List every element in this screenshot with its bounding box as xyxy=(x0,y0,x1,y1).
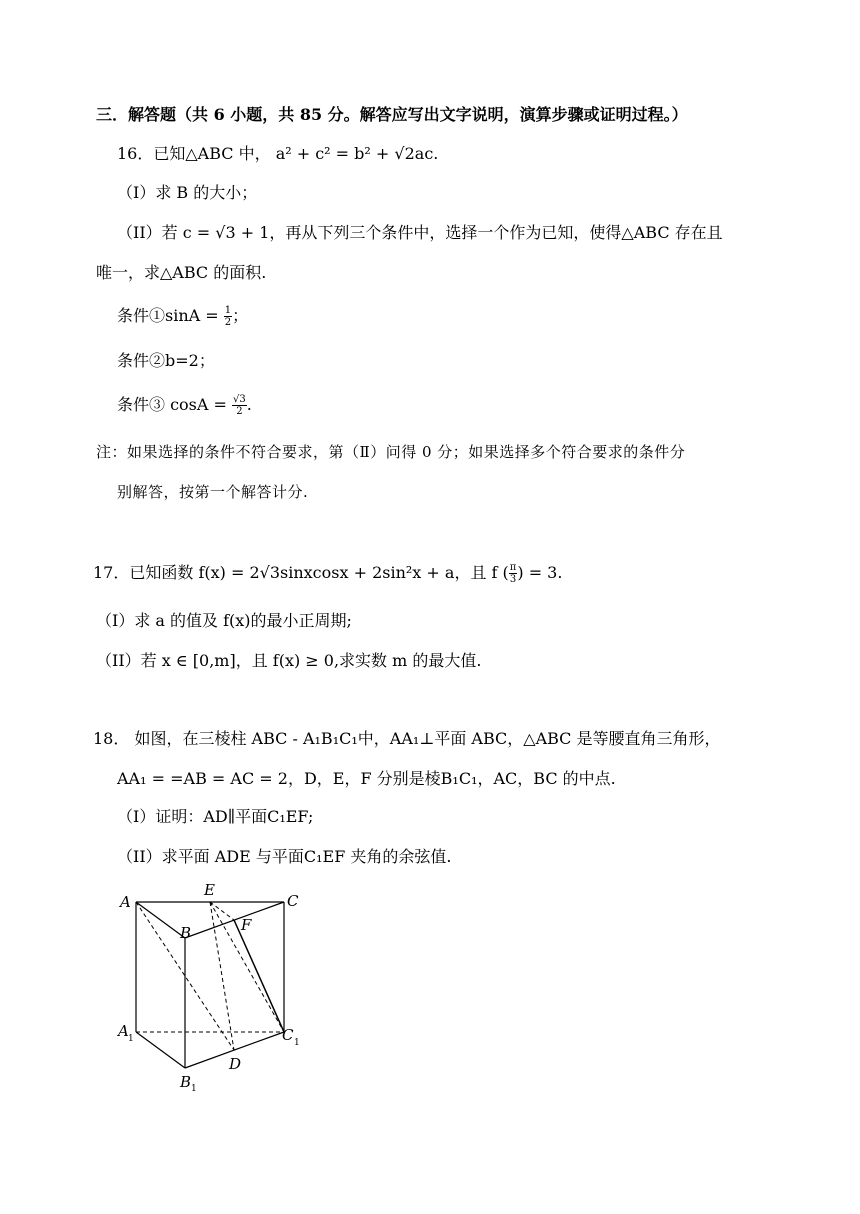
q18-stem-line1: 18． 如图，在三棱柱 ABC - A₁B₁C₁中，AA₁⊥平面 ABC，△ABC 是等腰直角三角形， xyxy=(93,729,721,748)
fraction-one-half: $\frac{1}{2}$ xyxy=(224,305,232,328)
q18-part1: （I）证明：AD∥平面C₁EF; xyxy=(117,807,314,826)
q17-part2: （II）若 x ∈ [0,m]，且 f(x) ≥ 0,求实数 m 的最大值. xyxy=(96,651,482,670)
label-C1: C xyxy=(282,1026,294,1044)
q16-condition-2: 条件②b=2； xyxy=(117,351,215,370)
label-E: E xyxy=(204,881,215,899)
label-A: A xyxy=(120,893,131,911)
label-A1-sub: 1 xyxy=(128,1034,134,1044)
q16-note-line2: 别解答，按第一个解答计分. xyxy=(117,483,309,501)
label-F: F xyxy=(241,916,252,934)
segment-E-F xyxy=(210,902,234,920)
label-D: D xyxy=(229,1055,242,1073)
label-B: B xyxy=(180,924,192,942)
q16-stem: 16．已知△ABC 中， a² + c² = b² + √2ac. xyxy=(117,144,439,163)
q16-part2-line2: 唯一，求△ABC 的面积. xyxy=(96,263,267,282)
section-header: 三．解答题（共 6 小题，共 85 分。解答应写出文字说明，演算步骤或证明过程。） xyxy=(96,105,688,124)
q16-part1: （I）求 B 的大小； xyxy=(117,183,258,202)
label-B1-sub: 1 xyxy=(191,1084,197,1094)
edge-A1-B1 xyxy=(136,1032,185,1068)
q18-stem-line2: AA₁ = =AB = AC = 2，D，E，F 分别是棱B₁C₁，AC，BC 的中点. xyxy=(117,769,616,788)
label-C1-sub: 1 xyxy=(294,1038,300,1048)
label-C: C xyxy=(287,892,299,910)
label-B1: B xyxy=(180,1073,192,1091)
q16-condition-1: 条件①sinA = $\frac{1}{2}$ ； xyxy=(117,305,249,328)
fraction-pi-over-3: $\frac{\pi}{3}$ xyxy=(509,562,517,585)
q17-stem: 17．已知函数 f(x) = 2√3sinxcosx + 2sin²x + a，且 f ( $\frac{\pi}{3}$ ) = 3. xyxy=(93,562,563,585)
edge-F-C1 xyxy=(234,920,284,1032)
prism-figure xyxy=(110,875,330,1095)
q17-part1: （I）求 a 的值及 f(x)的最小正周期; xyxy=(96,611,352,630)
edge-A-B xyxy=(136,902,185,938)
q16-note-line1: 注：如果选择的条件不符合要求，第（Ⅱ）问得 0 分；如果选择多个符合要求的条件分 xyxy=(96,443,686,461)
fraction-root3-over-2: $\frac{√3}{2}$ xyxy=(233,394,246,417)
q18-part2: （II）求平面 ADE 与平面C₁EF 夹角的余弦值. xyxy=(117,847,452,866)
label-A1: A xyxy=(118,1022,129,1040)
q16-condition-3: 条件③ cosA = $\frac{√3}{2}$ . xyxy=(117,394,252,417)
q16-part2-line1: （II）若 c = √3 + 1，再从下列三个条件中，选择一个作为已知，使得△ABC 存在且 xyxy=(117,223,723,242)
